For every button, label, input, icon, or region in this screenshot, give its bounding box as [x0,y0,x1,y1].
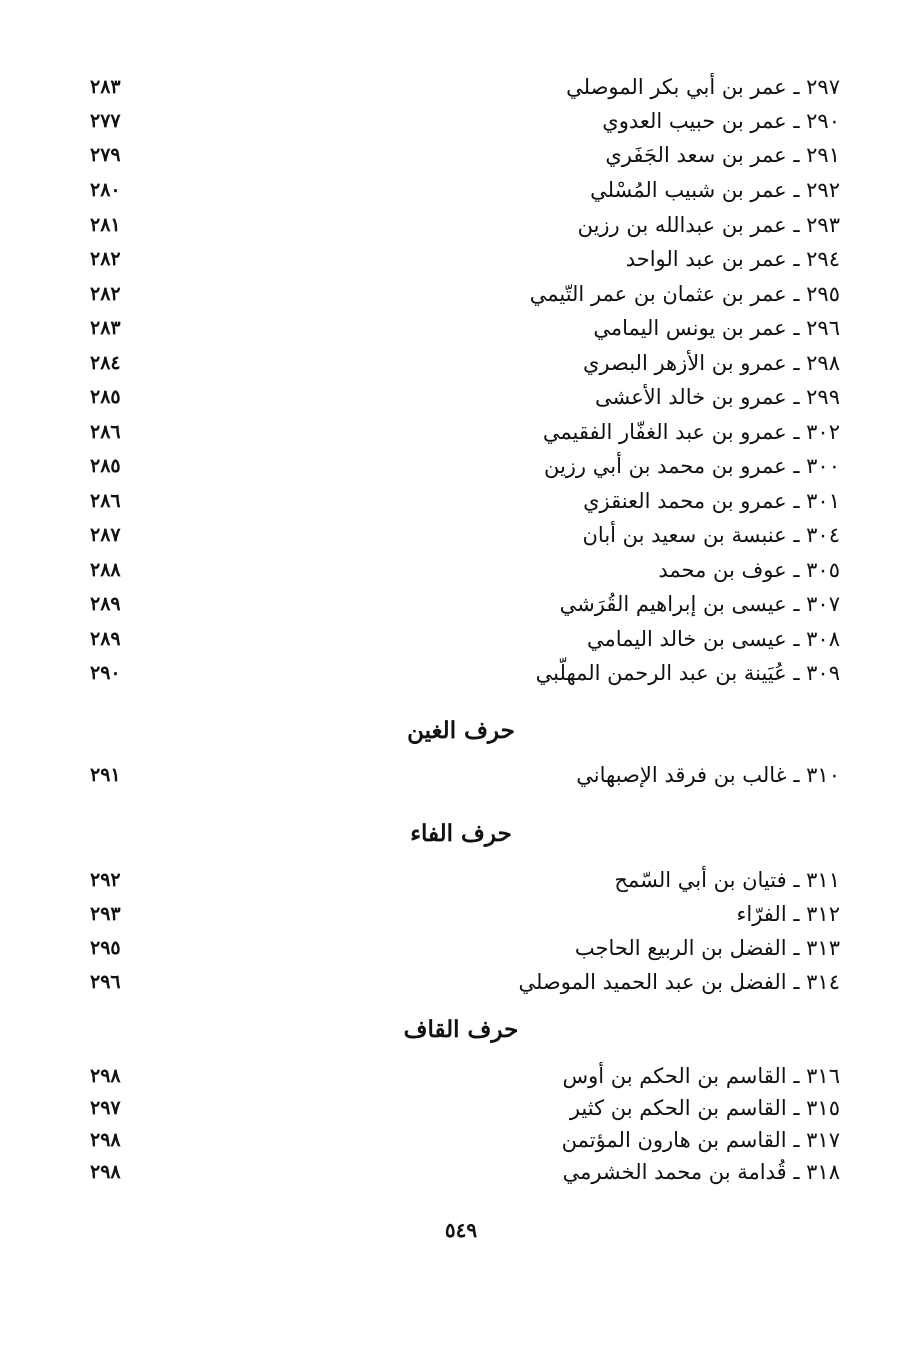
entry-page-number: ٢٨٥ [90,455,121,477]
list-item [80,348,840,378]
entry-text: ٣٠٤ ـ عنبسة بن سعيد بن أبان [582,523,840,547]
list-item [80,1061,840,1091]
list-item [80,555,840,585]
entry-page-number: ٢٨٣ [90,76,121,98]
entry-page-number: ٢٨٤ [90,352,121,374]
entry-text: ٣١٣ ـ الفضل بن الربيع الحاجب [574,936,840,960]
list-item [80,624,840,654]
list-item [80,106,840,136]
list-item [80,1157,840,1187]
entry-text: ٣١٢ ـ الفرّاء [736,902,840,926]
entry-page-number: ٢٨٩ [90,593,121,615]
list-item [80,279,840,309]
entry-page-number: ٢٨٢ [90,283,121,305]
list-item [80,382,840,412]
list-item [80,451,840,481]
entry-text: ٣٠٨ ـ عيسى بن خالد اليمامي [587,627,840,651]
entry-text: ٣١٨ ـ قُدامة بن محمد الخشرمي [562,1160,840,1184]
entry-text: ٣١٠ ـ غالب بن فرقد الإصبهاني [576,763,840,787]
entry-text: ٢٩٥ ـ عمر بن عثمان بن عمر التّيمي [529,282,840,306]
entry-text: ٢٩١ ـ عمر بن سعد الجَفَري [605,143,840,167]
entry-text: ٣٠٧ ـ عيسى بن إبراهيم القُرَشي [559,592,840,616]
entry-page-number: ٢٨٨ [90,559,121,581]
entry-page-number: ٢٩٢ [90,869,121,891]
entry-text: ٢٩٢ ـ عمر بن شبيب المُسْلي [590,178,840,202]
list-item [80,486,840,516]
section-heading-qaf: حرف القاف [403,1016,519,1043]
entry-page-number: ٢٨٦ [90,421,121,443]
entry-page-number: ٢٩٠ [90,662,121,684]
entry-text: ٢٩٣ ـ عمر بن عبدالله بن رزين [577,213,840,237]
entry-page-number: ٢٨٣ [90,317,121,339]
entry-text: ٢٩٨ ـ عمرو بن الأزهر البصري [582,351,840,375]
entry-text: ٢٩٤ ـ عمر بن عبد الواحد [625,247,840,271]
list-item [80,589,840,619]
list-item [80,520,840,550]
entry-page-number: ٢٨٥ [90,386,121,408]
section-heading-ghayn: حرف الغين [407,717,515,744]
entry-text: ٣١٤ ـ الفضل بن عبد الحميد الموصلي [518,970,840,994]
footer-page-number: ٥٤٩ [444,1218,478,1242]
section-heading-fa: حرف الفاء [410,820,512,847]
list-item [80,1093,840,1123]
list-item [80,175,840,205]
entry-text: ٢٩٠ ـ عمر بن حبيب العدوي [602,109,840,133]
entry-text: ٢٩٧ ـ عمر بن أبي بكر الموصلي [566,75,840,99]
list-item [80,1125,840,1155]
list-item [80,210,840,240]
entry-text: ٣١٥ ـ القاسم بن الحكم بن كثير [569,1096,840,1120]
entry-page-number: ٢٩٨ [90,1129,121,1151]
entry-page-number: ٢٨٠ [90,179,121,201]
list-item [80,933,840,963]
entry-page-number: ٢٩٥ [90,937,121,959]
list-item [80,140,840,170]
list-item [80,899,840,929]
entry-page-number: ٢٧٩ [90,144,121,166]
list-item [80,417,840,447]
entry-page-number: ٢٩٧ [90,1097,121,1119]
list-item [80,865,840,895]
list-item [80,244,840,274]
entry-text: ٣١٧ ـ القاسم بن هارون المؤتمن [561,1128,840,1152]
entry-text: ٣١٦ ـ القاسم بن الحكم بن أوس [562,1064,840,1088]
list-item [80,72,840,102]
entry-page-number: ٢٩١ [90,764,121,786]
entry-text: ٢٩٩ ـ عمرو بن خالد الأعشى [595,385,840,409]
entry-text: ٣٠٩ ـ عُيَينة بن عبد الرحمن المهلّبي [535,661,840,685]
entry-page-number: ٢٧٧ [90,110,121,132]
list-item [80,658,840,688]
list-item [80,967,840,997]
entry-page-number: ٢٩٣ [90,903,121,925]
entry-page-number: ٢٨٧ [90,524,121,546]
entry-text: ٣٠٢ ـ عمرو بن عبد الغفّار الفقيمي [542,420,840,444]
entry-text: ٢٩٦ ـ عمر بن يونس اليمامي [593,316,840,340]
entry-page-number: ٢٨١ [90,214,121,236]
entry-text: ٣٠٠ ـ عمرو بن محمد بن أبي رزين [543,454,840,478]
list-item [80,313,840,343]
entry-text: ٣٠١ ـ عمرو بن محمد العنقزي [583,489,840,513]
entry-page-number: ٢٩٨ [90,1161,121,1183]
entry-page-number: ٢٨٦ [90,490,121,512]
entry-page-number: ٢٨٢ [90,248,121,270]
entry-text: ٣١١ ـ فتيان بن أبي السّمح [614,868,840,892]
entry-text: ٣٠٥ ـ عوف بن محمد [658,558,840,582]
entry-page-number: ٢٩٦ [90,971,121,993]
entry-page-number: ٢٨٩ [90,628,121,650]
entry-page-number: ٢٩٨ [90,1065,121,1087]
list-item [80,760,840,790]
